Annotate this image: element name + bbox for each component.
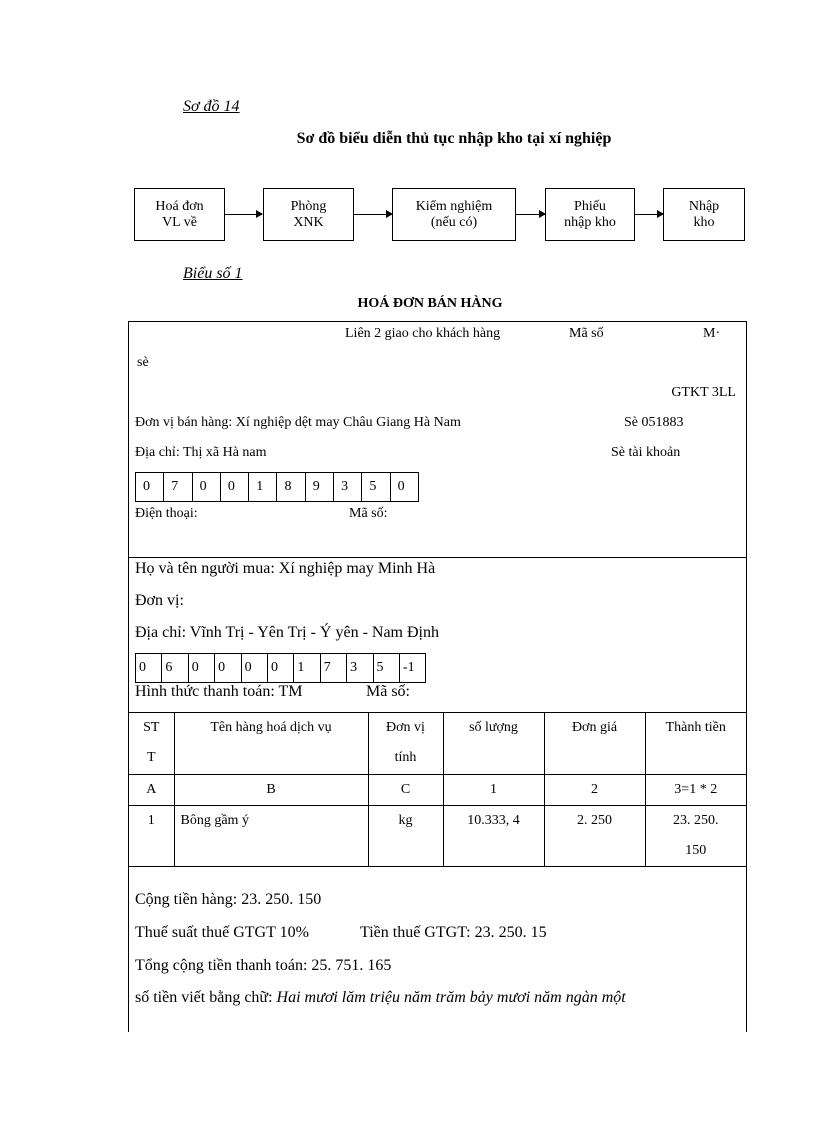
tax-digit: 5 <box>374 654 400 682</box>
seller-phone: Điện thoại: <box>135 506 198 521</box>
m-label: M· <box>703 326 721 341</box>
table-header-row <box>129 713 746 775</box>
flow-step-line: Phòng <box>290 198 327 214</box>
copy-note: Liên 2 giao cho khách hàng <box>345 326 501 341</box>
row-price: 2. 250 <box>544 806 645 867</box>
row-qty: 10.333, 4 <box>443 806 544 867</box>
invoice-title: HOÁ ĐƠN BÁN HÀNG <box>357 296 503 311</box>
amount-words-label: số tiền viết bằng chữ: <box>135 989 273 1006</box>
tax-digit: 0 <box>391 473 419 501</box>
tax-digit: 0 <box>189 654 215 682</box>
amount-in-words <box>135 989 626 1007</box>
buyer-tax-digits <box>135 653 426 683</box>
buyer-tax-code: Mã số: <box>366 683 410 700</box>
table-code-row <box>129 775 746 806</box>
code-cell: B <box>174 775 368 806</box>
flow-step-line: nhập kho <box>564 214 616 230</box>
vat-rate: Thuế suất thuế GTGT 10% <box>135 924 309 941</box>
flow-step-line: (nếu có) <box>430 214 478 230</box>
tax-digit: 0 <box>242 654 268 682</box>
tax-digit: -1 <box>400 654 426 682</box>
row-total-line: 23. 250. <box>673 813 719 828</box>
code-cell: C <box>368 775 443 806</box>
flow-step-stock-in <box>663 188 745 241</box>
buyer-name: Họ và tên người mua: Xí nghiệp may Minh Hà <box>135 560 436 577</box>
tax-digit: 0 <box>136 654 162 682</box>
header-stt-line: T <box>146 750 156 765</box>
flow-step-line: XNK <box>293 214 324 230</box>
tax-digit: 1 <box>294 654 320 682</box>
row-total <box>645 806 746 867</box>
row-total-line: 150 <box>685 843 707 858</box>
tax-digit: 8 <box>277 473 305 501</box>
tax-digit: 0 <box>136 473 164 501</box>
header-total: Thành tiền <box>645 713 746 775</box>
header-unit <box>368 713 443 775</box>
header-stt <box>129 713 174 775</box>
amount-words-value: Hai mươi lăm triệu năm trăm bảy mươi năm ngàn một <box>276 989 626 1006</box>
code-cell: 1 <box>443 775 544 806</box>
tax-digit: 0 <box>221 473 249 501</box>
se-label: sè <box>137 355 149 370</box>
seller-tax-code: Mã số: <box>349 506 388 521</box>
seller-unit: Đơn vị bán hàng: Xí nghiệp dệt may Châu Giang Hà Nam <box>135 415 461 430</box>
code-label: Mã số <box>569 326 604 341</box>
vat-amount: Tiền thuế GTGT: 23. 250. 15 <box>360 924 547 941</box>
header-qty: số lượng <box>443 713 544 775</box>
row-stt: 1 <box>129 806 174 867</box>
tax-digit: 0 <box>193 473 221 501</box>
seller-account: Sè tài khoản <box>611 445 681 460</box>
header-name: Tên hàng hoá dịch vụ <box>174 713 368 775</box>
buyer-unit: Đơn vị: <box>135 592 184 609</box>
tax-digit: 0 <box>268 654 294 682</box>
flow-arrow <box>225 214 262 215</box>
tax-digit: 7 <box>164 473 192 501</box>
flow-step-receipt <box>545 188 635 241</box>
flow-step-inspection <box>392 188 516 241</box>
tax-digit: 3 <box>334 473 362 501</box>
serial-number: Sè 051883 <box>624 415 684 430</box>
header-price: Đơn giá <box>544 713 645 775</box>
row-name: Bông gầm ý <box>174 806 368 867</box>
header-stt-line: ST <box>143 720 160 735</box>
code-cell: A <box>129 775 174 806</box>
tax-digit: 0 <box>215 654 241 682</box>
diagram-label: Sơ đồ 14 <box>183 98 240 115</box>
tax-digit: 7 <box>321 654 347 682</box>
flow-step-line: Kiểm nghiệm <box>415 198 493 214</box>
grand-total: Tổng cộng tiền thanh toán: 25. 751. 165 <box>135 957 392 974</box>
flow-step-line: Nhập <box>688 198 720 214</box>
buyer-address: Địa chỉ: Vĩnh Trị - Yên Trị - Ý yên - Nam Định <box>135 624 439 641</box>
flow-step-line: Phiếu <box>574 198 606 214</box>
tax-digit: 5 <box>362 473 390 501</box>
form-code: GTKT 3LL <box>671 385 736 400</box>
flow-arrow <box>354 214 392 215</box>
tax-digit: 6 <box>162 654 188 682</box>
seller-address: Địa chỉ: Thị xã Hà nam <box>135 445 267 460</box>
row-unit: kg <box>368 806 443 867</box>
invoice-frame <box>128 321 747 1032</box>
form-label: Biểu số 1 <box>183 265 243 282</box>
flow-step-line: VL về <box>162 214 197 230</box>
payment-method: Hình thức thanh toán: TM <box>135 683 303 700</box>
flow-step-invoice <box>134 188 225 241</box>
subtotal: Cộng tiền hàng: 23. 250. 150 <box>135 891 322 908</box>
section-divider <box>129 557 746 558</box>
diagram-title: Sơ đồ biểu diễn thủ tục nhập kho tại xí nghiệp <box>296 130 612 147</box>
code-cell: 2 <box>544 775 645 806</box>
header-unit-line: tính <box>394 750 417 765</box>
tax-digit: 9 <box>306 473 334 501</box>
flow-step-line: Hoá đơn <box>155 198 204 214</box>
tax-digit: 3 <box>347 654 373 682</box>
tax-digit: 1 <box>249 473 277 501</box>
code-cell: 3=1 * 2 <box>645 775 746 806</box>
header-unit-line: Đơn vị <box>386 720 425 735</box>
flow-step-line: kho <box>693 214 715 230</box>
flow-arrow <box>516 214 545 215</box>
goods-table <box>129 712 746 867</box>
flow-step-xnk <box>263 188 354 241</box>
table-row <box>129 806 746 867</box>
seller-tax-digits <box>135 472 419 502</box>
flow-arrow <box>635 214 663 215</box>
